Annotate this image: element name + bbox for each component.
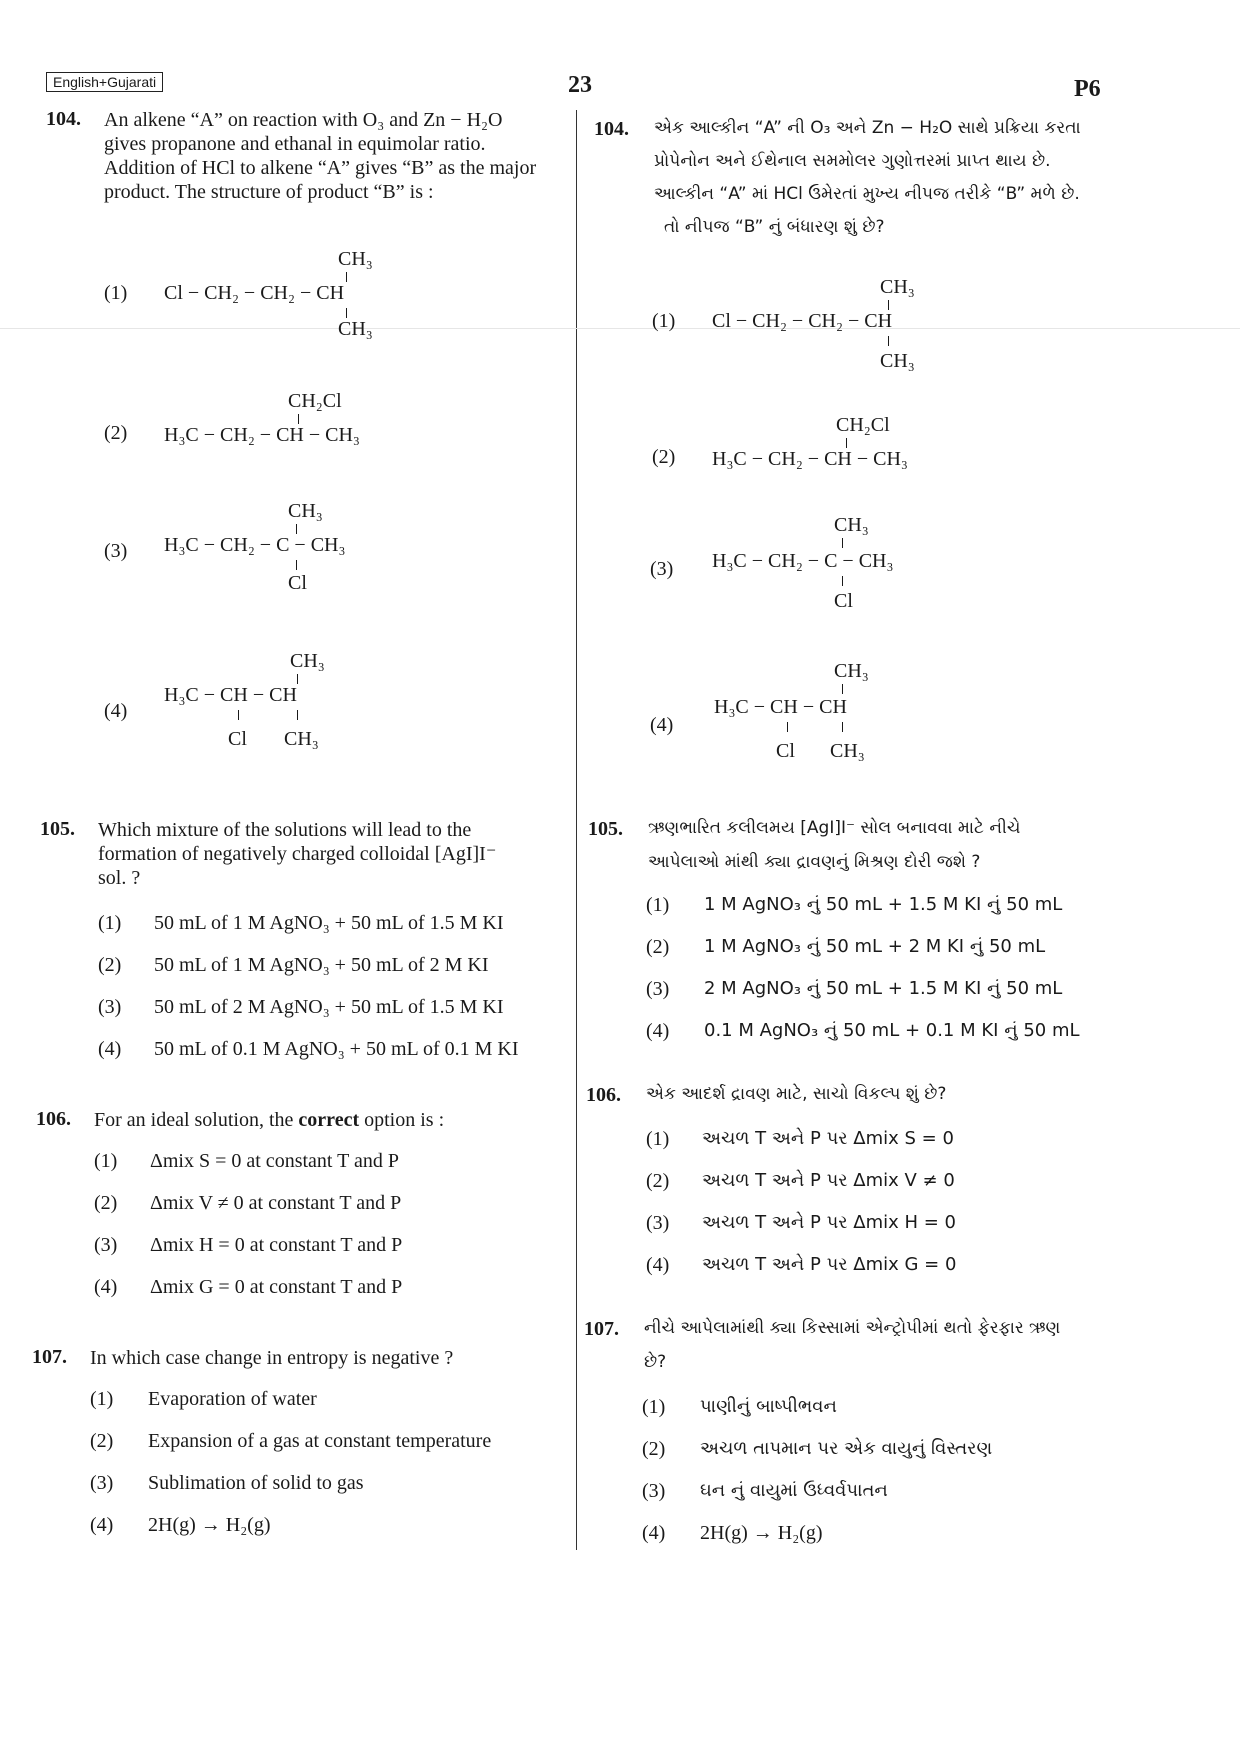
option-label[interactable]: (4)	[642, 1522, 666, 1544]
question-stem-line: Addition of HCl to alkene “A” gives “B” as the major	[104, 157, 537, 179]
bond-line	[297, 674, 298, 684]
structure-main-chain: Cl − CH₂ − CH₂ − CH	[712, 310, 893, 332]
option-text[interactable]: Expansion of a gas at constant temperature	[148, 1430, 492, 1452]
bond-line	[846, 438, 847, 448]
option-text[interactable]: Δmix V ≠ 0 at constant T and P	[150, 1192, 402, 1214]
option-text[interactable]: 0.1 M AgNO₃ નું 50 mL + 0.1 M KI નું 50 mL	[704, 1020, 1080, 1041]
structure-main-chain: H₃C − CH − CH	[714, 696, 847, 718]
option-label[interactable]: (4)	[650, 714, 674, 736]
stem-part: For an ideal solution, the	[94, 1109, 299, 1131]
option-label[interactable]: (4)	[90, 1514, 114, 1536]
option-text[interactable]: 2H(g) → H₂(g)	[148, 1514, 271, 1536]
stem-emphasis: correct	[298, 1109, 360, 1131]
bond-line	[346, 308, 347, 318]
page-number: 23	[568, 72, 592, 98]
structure-main-chain: H₃C − CH₂ − CH − CH₃	[712, 448, 908, 470]
question-stem-line: formation of negatively charged colloidal [AgI]I⁻	[98, 843, 497, 865]
option-text[interactable]: Sublimation of solid to gas	[148, 1472, 364, 1494]
language-tag: English+Gujarati	[46, 72, 163, 92]
question-number: 106.	[586, 1084, 621, 1106]
option-label[interactable]: (1)	[98, 912, 122, 934]
structure-bottom-left-group: Cl	[228, 728, 247, 750]
paper-code: P6	[1074, 76, 1101, 102]
option-label[interactable]: (3)	[90, 1472, 114, 1494]
structure-top-group: CH₃	[290, 650, 325, 672]
question-stem-line: An alkene “A” on reaction with O₃ and Zn − H₂O	[104, 109, 503, 131]
option-label[interactable]: (4)	[94, 1276, 118, 1298]
structure-main-chain: H₃C − CH₂ − C − CH₃	[164, 534, 346, 556]
option-label[interactable]: (3)	[94, 1234, 118, 1256]
option-label[interactable]: (1)	[94, 1150, 118, 1172]
question-stem: એક આદર્શ દ્રાવણ માટે, સાચો વિકલ્પ શું છે?	[646, 1084, 947, 1104]
option-text[interactable]: 2 M AgNO₃ નું 50 mL + 1.5 M KI નું 50 mL	[704, 978, 1063, 999]
structure-main-chain: H₃C − CH₂ − C − CH₃	[712, 550, 894, 572]
question-stem	[94, 1108, 444, 1132]
question-stem-line: sol. ?	[98, 867, 141, 889]
question-number: 105.	[588, 818, 623, 840]
option-label[interactable]: (4)	[104, 700, 128, 722]
option-label[interactable]: (1)	[646, 894, 670, 916]
structure-top-group: CH₃	[338, 248, 373, 270]
option-label[interactable]: (2)	[642, 1438, 666, 1460]
bond-line	[842, 576, 843, 586]
question-number: 106.	[36, 1108, 71, 1130]
scan-fold-line	[0, 328, 1240, 329]
option-text[interactable]: ઘન નું વાયુમાં ઉધ્વર્વપાતન	[700, 1480, 888, 1501]
option-label[interactable]: (1)	[104, 282, 128, 304]
bond-line	[888, 336, 889, 346]
question-stem-line: એક આલ્કીન “A” ની O₃ અને Zn − H₂O સાથે પ્રક્રિયા કરતા	[654, 118, 1081, 138]
column-divider	[576, 110, 577, 1550]
structure-top-group: CH₃	[834, 660, 869, 682]
option-label[interactable]: (2)	[652, 446, 676, 468]
option-label[interactable]: (1)	[90, 1388, 114, 1410]
question-stem-line: product. The structure of product “B” is :	[104, 181, 434, 203]
structure-main-chain: Cl − CH₂ − CH₂ − CH	[164, 282, 345, 304]
option-label[interactable]: (2)	[646, 936, 670, 958]
option-text[interactable]: Δmix G = 0 at constant T and P	[150, 1276, 403, 1298]
option-text[interactable]: અચળ T અને P પર Δmix S = 0	[702, 1128, 954, 1149]
option-label[interactable]: (1)	[652, 310, 676, 332]
structure-bottom-group: CH₃	[338, 318, 373, 340]
option-text[interactable]: 50 mL of 0.1 M AgNO₃ + 50 mL of 0.1 M KI	[154, 1038, 519, 1060]
structure-main-chain: H₃C − CH − CH	[164, 684, 297, 706]
structure-bottom-left-group: Cl	[776, 740, 795, 762]
bond-line	[346, 272, 347, 282]
question-stem-line: ઋણભારિત કલીલમય [AgI]I⁻ સોલ બનાવવા માટે નીચે	[648, 818, 1021, 838]
question-stem-line: પ્રોપેનોન અને ઈથેનાલ સમમોલર ગુણોત્તરમાં પ્રાપ્ત થાય છે.	[654, 151, 1051, 171]
option-label[interactable]: (3)	[98, 996, 122, 1018]
structure-main-chain: H₃C − CH₂ − CH − CH₃	[164, 424, 360, 446]
question-stem-line: Which mixture of the solutions will lead to the	[98, 819, 472, 841]
structure-bottom-group: Cl	[834, 590, 853, 612]
option-label[interactable]: (2)	[104, 422, 128, 444]
question-stem-line: તો નીપજ “B” નું બંધારણ શું છે?	[664, 217, 885, 237]
bond-line	[842, 684, 843, 694]
question-stem-line: gives propanone and ethanal in equimolar ratio.	[104, 133, 486, 155]
option-text[interactable]: અચળ તાપમાન પર એક વાયુનું વિસ્તરણ	[700, 1438, 993, 1459]
structure-top-group: CH₃	[834, 514, 869, 536]
option-text[interactable]: 2H(g) → H₂(g)	[700, 1522, 823, 1544]
bond-line	[787, 722, 788, 732]
bond-line	[842, 722, 843, 732]
option-label[interactable]: (2)	[94, 1192, 118, 1214]
stem-part: option is :	[359, 1109, 445, 1131]
bond-line	[238, 710, 239, 720]
question-number: 105.	[40, 818, 75, 840]
structure-top-group: CH₂Cl	[836, 414, 890, 436]
question-stem-line: આપેલાઓ માંથી ક્યા દ્રાવણનું મિશ્રણ દોરી જશે ?	[648, 852, 981, 872]
question-number: 104.	[594, 118, 629, 140]
option-text[interactable]: અચળ T અને P પર Δmix G = 0	[702, 1254, 957, 1275]
option-label[interactable]: (3)	[642, 1480, 666, 1502]
option-text[interactable]: Δmix H = 0 at constant T and P	[150, 1234, 403, 1256]
option-label[interactable]: (1)	[642, 1396, 666, 1418]
structure-bottom-right-group: CH₃	[830, 740, 865, 762]
option-text[interactable]: પાણીનું બાષ્પીભવન	[700, 1396, 837, 1417]
option-text[interactable]: 50 mL of 1 M AgNO₃ + 50 mL of 1.5 M KI	[154, 912, 504, 934]
option-label[interactable]: (3)	[104, 540, 128, 562]
option-text[interactable]: 1 M AgNO₃ નું 50 mL + 1.5 M KI નું 50 mL	[704, 894, 1063, 915]
bond-line	[296, 524, 297, 534]
question-number: 107.	[584, 1318, 619, 1340]
option-text[interactable]: 50 mL of 1 M AgNO₃ + 50 mL of 2 M KI	[154, 954, 489, 976]
structure-bottom-right-group: CH₃	[284, 728, 319, 750]
question-stem-line: છે?	[644, 1352, 667, 1372]
bond-line	[297, 710, 298, 720]
option-label[interactable]: (2)	[646, 1170, 670, 1192]
question-number: 104.	[46, 108, 81, 130]
structure-top-group: CH₃	[880, 276, 915, 298]
option-label[interactable]: (3)	[646, 1212, 670, 1234]
structure-top-group: CH₂Cl	[288, 390, 342, 412]
option-label[interactable]: (3)	[646, 978, 670, 1000]
question-stem: In which case change in entropy is negative ?	[90, 1347, 454, 1369]
option-label[interactable]: (2)	[98, 954, 122, 976]
bond-line	[296, 560, 297, 570]
option-label[interactable]: (1)	[646, 1128, 670, 1150]
option-text[interactable]: અચળ T અને P પર Δmix H = 0	[702, 1212, 957, 1233]
structure-bottom-group: Cl	[288, 572, 307, 594]
bond-line	[298, 414, 299, 424]
option-text[interactable]: 50 mL of 2 M AgNO₃ + 50 mL of 1.5 M KI	[154, 996, 504, 1018]
structure-bottom-group: CH₃	[880, 350, 915, 372]
option-label[interactable]: (2)	[90, 1430, 114, 1452]
option-text[interactable]: Δmix S = 0 at constant T and P	[150, 1150, 399, 1172]
bond-line	[842, 538, 843, 548]
option-label[interactable]: (4)	[98, 1038, 122, 1060]
option-text[interactable]: Evaporation of water	[148, 1388, 317, 1410]
bond-line	[888, 300, 889, 310]
option-label[interactable]: (4)	[646, 1020, 670, 1042]
structure-top-group: CH₃	[288, 500, 323, 522]
option-label[interactable]: (3)	[650, 558, 674, 580]
option-text[interactable]: 1 M AgNO₃ નું 50 mL + 2 M KI નું 50 mL	[704, 936, 1046, 957]
question-number: 107.	[32, 1346, 67, 1368]
option-label[interactable]: (4)	[646, 1254, 670, 1276]
question-stem-line: આલ્કીન “A” માં HCl ઉમેરતાં મુખ્ય નીપજ તરીકે “B” મળે છે.	[654, 184, 1080, 204]
option-text[interactable]: અચળ T અને P પર Δmix V ≠ 0	[702, 1170, 955, 1191]
question-stem-line: નીચે આપેલામાંથી ક્યા કિસ્સામાં એન્ટ્રોપીમાં થતો ફેરફાર ઋણ	[644, 1318, 1061, 1338]
